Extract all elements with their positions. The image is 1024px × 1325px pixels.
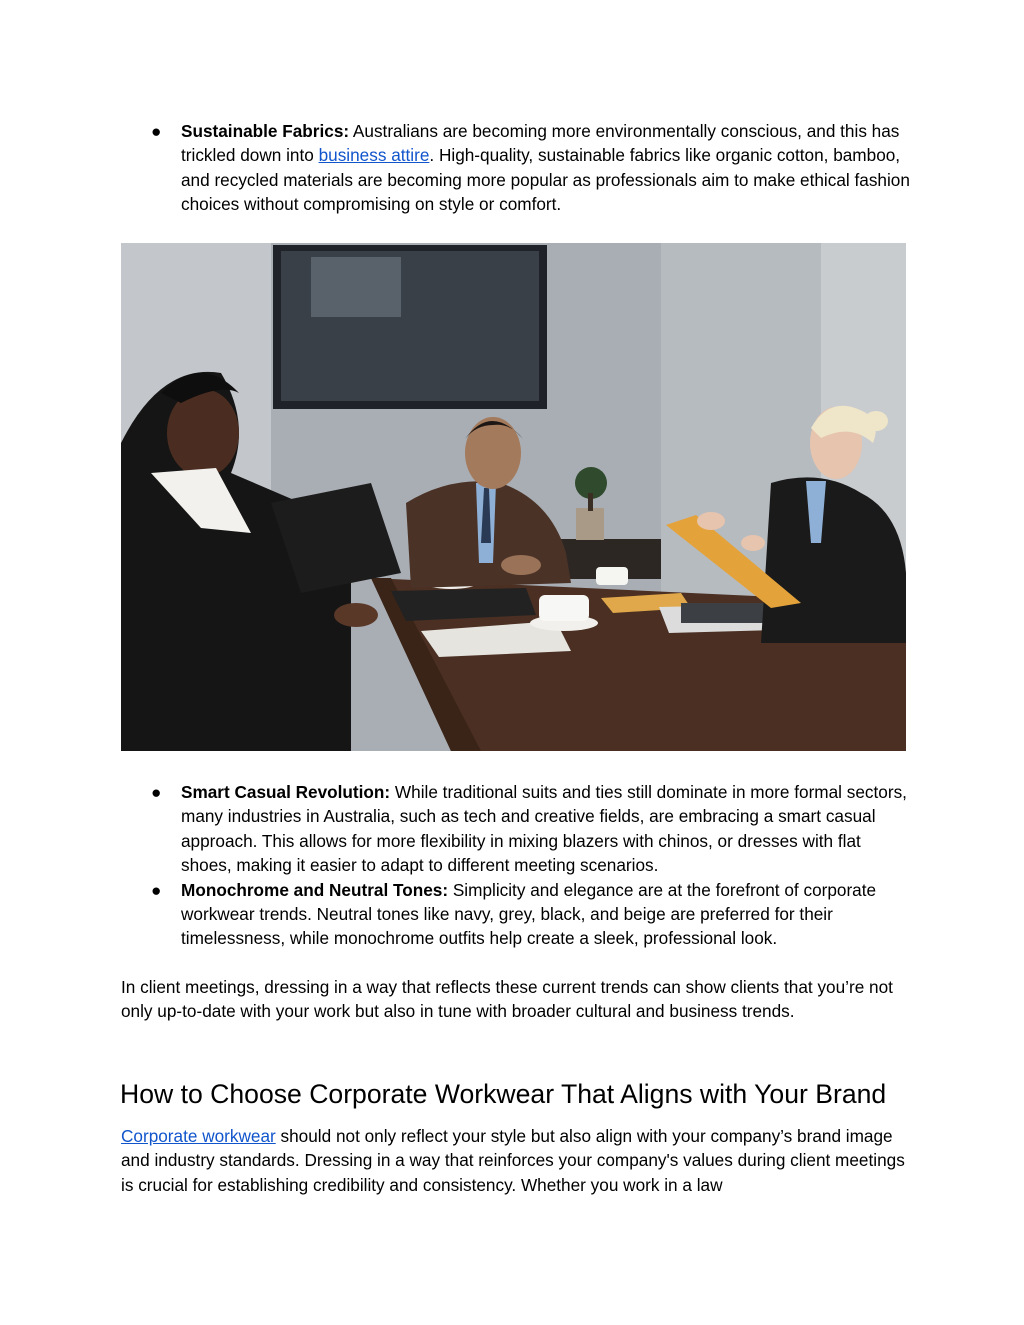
bullet-marker: ●: [151, 121, 162, 141]
bullet-list-top: [121, 119, 911, 217]
business-attire-link[interactable]: business attire: [318, 145, 430, 166]
bullet-monochrome-neutral: [121, 878, 911, 951]
bullet-text: Simplicity and elegance are at the forefront of corporate workwear trends. Neutral tones like navy, grey, black, and beige are preferred for their timelessness, while monochrome outfits help create a sleek, professional look.: [181, 879, 877, 949]
meeting-photo: [121, 243, 906, 751]
bullet-marker: ●: [151, 782, 162, 802]
bullet-text: . High-quality, sustainable fabrics like organic cotton, bamboo, and recycled materials are becoming more popular as professionals aim to make ethical fashion choices without compromising on style or comfort.: [181, 145, 910, 215]
paragraph-corporate-workwear: [121, 1124, 911, 1197]
bullet-title: Monochrome and Neutral Tones:: [181, 879, 449, 900]
bullet-marker: ●: [151, 879, 162, 900]
bullet-title: Smart Casual Revolution:: [181, 782, 391, 802]
bullet-smart-casual: [121, 780, 911, 878]
paragraph-text: should not only reflect your style but also align with your company’s brand image and industry standards. Dressing in a way that reinforces your company's values during client meetings is crucial for establishing credibility and consistency. Whether you work in a law: [121, 1126, 905, 1195]
bullet-title: Sustainable Fabrics:: [181, 121, 350, 141]
corporate-workwear-link[interactable]: Corporate workwear: [121, 1126, 276, 1146]
paragraph-client-meetings: In client meetings, dressing in a way that reflects these current trends can show clients that you’re not only up-to-date with your work but also in tune with broader cultural and business trends.: [121, 977, 893, 1022]
bullet-sustainable-fabrics: [121, 119, 911, 217]
bullet-text: Australians are becoming more environmentally conscious, and this has trickled down into: [181, 121, 900, 166]
bullet-text: While traditional suits and ties still dominate in more formal sectors, many industries in Australia, such as tech and creative fields, are embracing a smart casual approach. This allows for more flexibility in mixing blazers with chinos, or dresses with flat shoes, making it easier to adapt to different meeting scenarios.: [181, 782, 907, 876]
section-heading: How to Choose Corporate Workwear That Aligns with Your Brand: [120, 1079, 887, 1109]
bullet-list-bottom: [121, 780, 911, 951]
